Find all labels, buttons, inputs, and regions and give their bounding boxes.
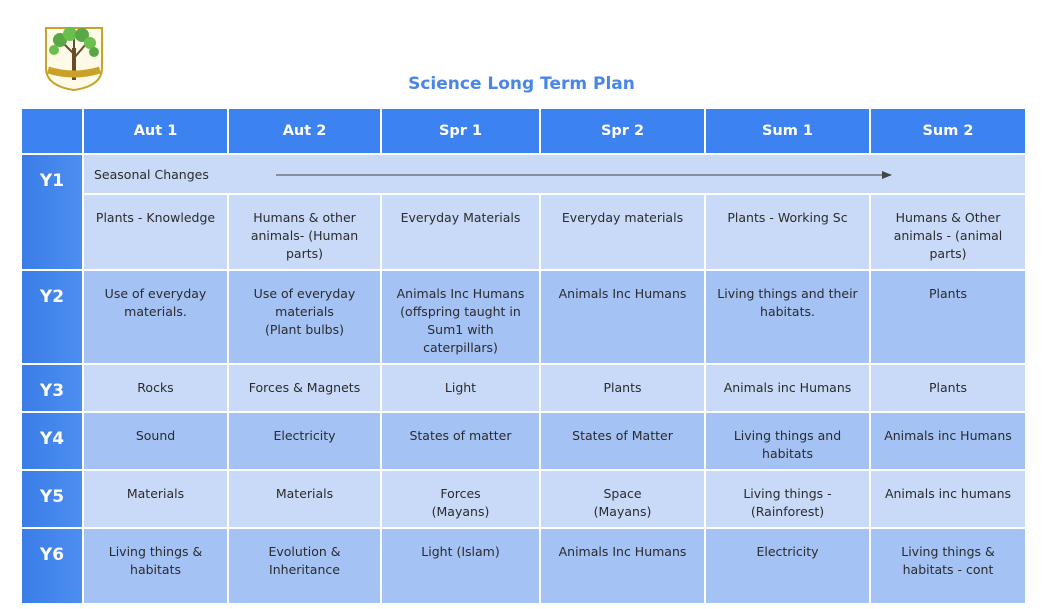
- y6-spr1: Light (Islam): [381, 528, 540, 604]
- y2-sum2: Plants: [870, 270, 1026, 364]
- header-sum1: Sum 1: [705, 108, 870, 154]
- y6-sum1: Electricity: [705, 528, 870, 604]
- y2-aut2: Use of everyday materials (Plant bulbs): [228, 270, 381, 364]
- y5-aut1: Materials: [83, 470, 228, 528]
- y3-spr2: Plants: [540, 364, 705, 412]
- y2-sum1: Living things and their habitats.: [705, 270, 870, 364]
- y4-sum1: Living things and habitats: [705, 412, 870, 470]
- y6-sum2: Living things & habitats - cont: [870, 528, 1026, 604]
- y3-aut1: Rocks: [83, 364, 228, 412]
- y6-row: [21, 528, 1026, 604]
- y1-seasonal-row: [21, 154, 1026, 194]
- y5-spr1: Forces (Mayans): [381, 470, 540, 528]
- y5-row: [21, 470, 1026, 528]
- y3-spr1: Light: [381, 364, 540, 412]
- y4-sum2: Animals inc Humans: [870, 412, 1026, 470]
- header-spr1: Spr 1: [381, 108, 540, 154]
- year-label: Y2: [21, 270, 83, 364]
- y4-aut2: Electricity: [228, 412, 381, 470]
- y2-aut1: Use of everyday materials.: [83, 270, 228, 364]
- y5-sum1: Living things - (Rainforest): [705, 470, 870, 528]
- y2-spr2: Animals Inc Humans: [540, 270, 705, 364]
- y3-aut2: Forces & Magnets: [228, 364, 381, 412]
- y1-spr1: Everyday Materials: [381, 194, 540, 270]
- y5-aut2: Materials: [228, 470, 381, 528]
- y6-aut1: Living things & habitats: [83, 528, 228, 604]
- y5-spr2: Space (Mayans): [540, 470, 705, 528]
- y5-sum2: Animals inc humans: [870, 470, 1026, 528]
- y1-spr2: Everyday materials: [540, 194, 705, 270]
- science-plan-table: [20, 107, 1027, 605]
- year-label: Y4: [21, 412, 83, 470]
- y6-aut2: Evolution & Inheritance: [228, 528, 381, 604]
- year-label: Y1: [21, 154, 83, 270]
- y1-sum2: Humans & Other animals - (animal parts): [870, 194, 1026, 270]
- corner-cell: [21, 108, 83, 154]
- y2-spr1: Animals Inc Humans (offspring taught in Sum1 with caterpillars): [381, 270, 540, 364]
- seasonal-changes-label: Seasonal Changes: [94, 167, 209, 182]
- header-spr2: Spr 2: [540, 108, 705, 154]
- y1-aut2: Humans & other animals- (Human parts): [228, 194, 381, 270]
- arrow-right-icon: [276, 171, 896, 179]
- y1-row: [21, 194, 1026, 270]
- y4-row: [21, 412, 1026, 470]
- y1-sum1: Plants - Working Sc: [705, 194, 870, 270]
- header-sum2: Sum 2: [870, 108, 1026, 154]
- y6-spr2: Animals Inc Humans: [540, 528, 705, 604]
- y3-row: [21, 364, 1026, 412]
- y4-spr1: States of matter: [381, 412, 540, 470]
- year-label: Y6: [21, 528, 83, 604]
- y3-sum2: Plants: [870, 364, 1026, 412]
- header-row: [21, 108, 1026, 154]
- header-aut1: Aut 1: [83, 108, 228, 154]
- y1-aut1: Plants - Knowledge: [83, 194, 228, 270]
- y4-spr2: States of Matter: [540, 412, 705, 470]
- y3-sum1: Animals inc Humans: [705, 364, 870, 412]
- seasonal-changes-cell: [83, 154, 1026, 194]
- header-aut2: Aut 2: [228, 108, 381, 154]
- year-label: Y3: [21, 364, 83, 412]
- year-label: Y5: [21, 470, 83, 528]
- y4-aut1: Sound: [83, 412, 228, 470]
- y2-row: [21, 270, 1026, 364]
- page-title: Science Long Term Plan: [408, 74, 635, 94]
